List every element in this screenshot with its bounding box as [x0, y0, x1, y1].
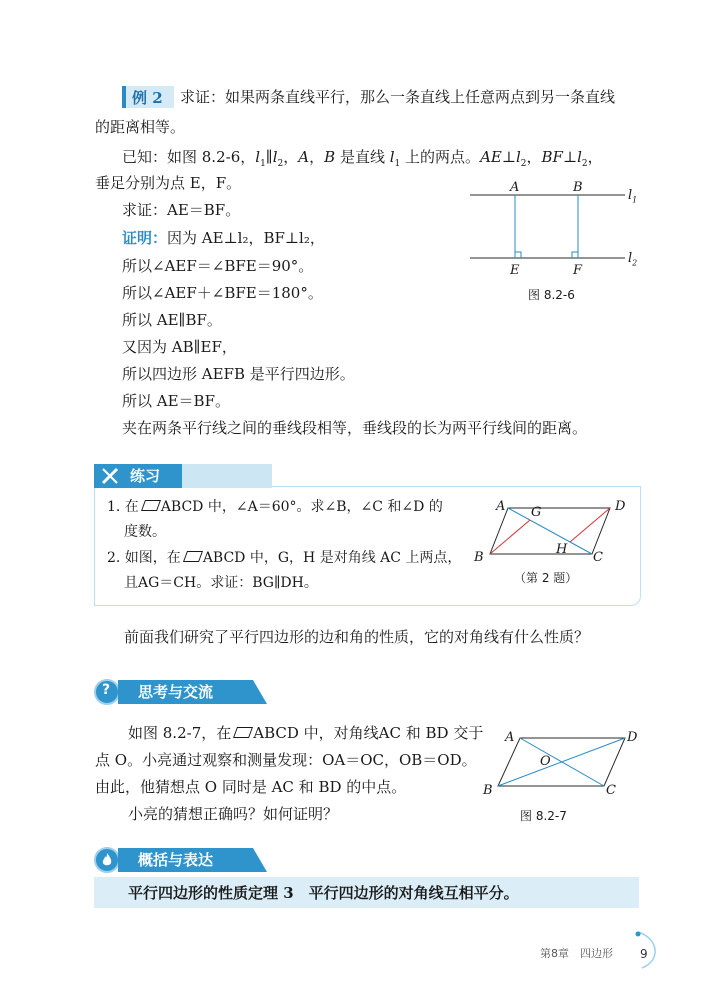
parallelogram-symbol: [141, 500, 161, 511]
practice-label-d: D: [615, 499, 626, 514]
fig826-label-f: F: [573, 263, 583, 278]
practice-q1-line-2: 度数。: [124, 524, 166, 540]
summary-header: [118, 848, 253, 872]
fig827-label-b: B: [483, 783, 493, 798]
practice-q2-line-2: 且AG＝CH。求证：BG∥DH。: [124, 575, 318, 591]
proof-line-3: 所以∠AEF＋∠BFE＝180°。: [122, 284, 323, 302]
think-para-2: 点 O。小亮通过观察和测量发现：OA＝OC，OB＝OD。: [95, 751, 477, 769]
right-angle-mark-f: [572, 252, 578, 258]
think-header: [118, 680, 253, 704]
flame-icon: [94, 847, 120, 873]
practice-segment-bg: [490, 520, 530, 554]
think-header-tip: [253, 680, 267, 704]
fig827-label-c: C: [606, 783, 616, 798]
practice-header: [94, 464, 182, 488]
practice-title: 练习: [130, 467, 161, 485]
proof-line-2: 所以∠AEF＝∠BFE＝90°。: [122, 257, 314, 275]
transition-question: 前面我们研究了平行四边形的边和角的性质，它的对角线有什么性质？: [124, 628, 590, 646]
think-para-3: 由此，他猜想点 O 同时是 AC 和 BD 的中点。: [95, 778, 407, 796]
proof-label: 证明：: [122, 229, 168, 247]
given-line-2: 垂足分别为点 E，F。: [95, 174, 242, 192]
theorem-text: 平行四边形的性质定理 3 平行四边形的对角线互相平分。: [128, 884, 519, 902]
lightbulb-icon: ?: [94, 679, 120, 705]
fig826-label-l1: $l_1$: [628, 188, 638, 205]
fig827-caption: 图 8.2-7: [520, 809, 567, 823]
figure-8-2-6: [465, 178, 645, 298]
parallelogram-symbol: [183, 551, 203, 562]
fig826-caption: 图 8.2-6: [528, 288, 575, 302]
fig827-label-a: A: [505, 730, 515, 745]
footer-chapter: 第8章 四边形: [540, 947, 613, 960]
practice-label-b: B: [474, 550, 484, 565]
fig826-label-l2: $l_2$: [628, 251, 638, 268]
fig827-label-d: D: [627, 730, 638, 745]
example-tag-label: 例 2: [132, 89, 163, 107]
prove-statement: 求证：AE＝BF。: [122, 201, 241, 219]
think-para-4: 小亮的猜想正确吗？如何证明？: [128, 805, 339, 823]
proof-line-7: 所以 AE＝BF。: [122, 392, 230, 410]
practice-q1-line-1: 1. 在 ABCD 中，∠A＝60°。求∠B，∠C 和∠D 的: [107, 499, 443, 515]
proof-line-1: 证明：因为 AE⊥l₂，BF⊥l₂，: [122, 229, 325, 247]
pencil-ruler-icon: [100, 466, 122, 486]
fig826-label-e: E: [510, 263, 520, 278]
practice-q2-line-1: 2. 如图，在 ABCD 中，G，H 是对角线 AC 上两点，: [107, 550, 462, 566]
proof-line-4: 所以 AE∥BF。: [122, 311, 222, 329]
practice-segment-dh: [570, 508, 610, 542]
given-line-1: 已知：如图 8.2-6，$l_1\parallel l_2$，A，B 是直线 $l_1$ 上的两点。$AE\perp l_2$，$BF\perp l_2$，: [122, 148, 603, 169]
practice-figure: [470, 496, 630, 568]
proof-line-6: 所以四边形 AEFB 是平行四边形。: [122, 365, 355, 383]
think-para-1: 如图 8.2-7，在 ABCD 中，对角线AC 和 BD 交于: [128, 724, 484, 742]
right-angle-mark-e: [515, 252, 521, 258]
figure-8-2-7: [480, 728, 640, 798]
fig827-label-o: O: [540, 754, 551, 769]
fig826-label-b: B: [573, 180, 583, 195]
practice-label-g: G: [531, 505, 542, 520]
summary-title: 概括与表达: [138, 851, 214, 869]
example-intro-line-2: 的距离相等。: [95, 118, 186, 136]
practice-diagonal-ac: [508, 508, 592, 554]
summary-header-tip: [253, 848, 267, 872]
proof-line-5: 又因为 AB∥EF，: [122, 338, 237, 356]
example-intro-line-1: 求证：如果两条直线平行，那么一条直线上任意两点到另一条直线: [180, 88, 616, 106]
practice-label-c: C: [593, 550, 603, 565]
practice-label-a: A: [496, 499, 506, 514]
think-title: 思考与交流: [138, 683, 214, 701]
example-tag: [122, 86, 174, 108]
page-number: 9: [640, 947, 648, 961]
fig826-label-a: A: [510, 180, 520, 195]
parallelogram-symbol: [233, 727, 253, 738]
practice-label-h: H: [556, 542, 568, 557]
practice-fig-caption: （第 2 题）: [514, 571, 578, 585]
conclusion-text: 夹在两条平行线之间的垂线段相等，垂线段的长为两平行线间的距离。: [122, 419, 588, 437]
